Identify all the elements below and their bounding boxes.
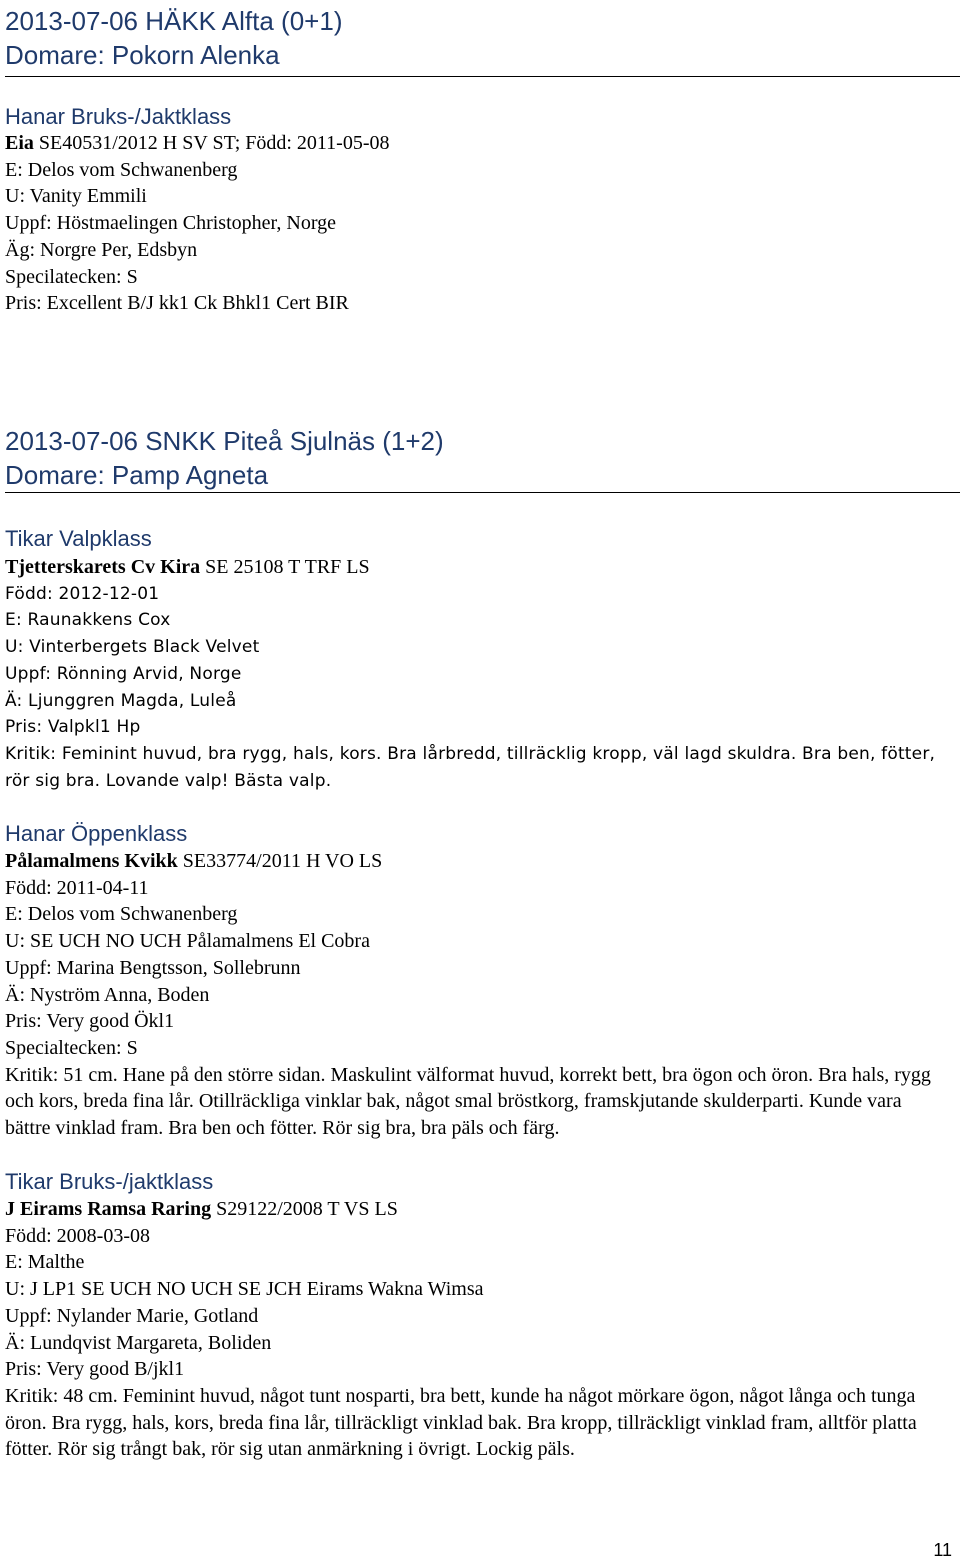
critique: Kritik: 51 cm. Hane på den större sidan. Maskulint välformat huvud, korrekt bett, bra ögon och öron. Bra hals, rygg och kors, breda fina lår. Otillräckliga vinklar bak, något smal bröstkorg, framskjutande skulderparti. Kunde vara bättre vinklad fram. Bra ben och fötter. Rör sig bra, bra päls och färg. bbox=[5, 1063, 931, 1140]
dog-entry bbox=[5, 1196, 950, 1463]
owner: Ä: Ljunggren Magda, Luleå bbox=[5, 690, 237, 711]
dog-name: J Eirams Ramsa Raring bbox=[5, 1198, 212, 1220]
judge-name: Domare: Pokorn Alenka bbox=[5, 40, 280, 70]
dog-registration: S29122/2008 T VS LS bbox=[211, 1198, 398, 1220]
born: Född: 2012-12-01 bbox=[5, 583, 160, 604]
dog-registration: SE40531/2012 H SV ST; Född: 2011-05-08 bbox=[33, 132, 390, 154]
breeder: Uppf: Marina Bengtsson, Sollebrunn bbox=[5, 956, 301, 979]
breeder: Uppf: Nylander Marie, Gotland bbox=[5, 1304, 259, 1327]
born: Född: 2008-03-08 bbox=[5, 1224, 150, 1247]
owner: Ä: Lundqvist Margareta, Boliden bbox=[5, 1331, 272, 1354]
prize: Pris: Excellent B/J kk1 Ck Bhkl1 Cert BIR bbox=[5, 292, 349, 315]
show-title: 2013-07-06 HÄKK Alfta (0+1) bbox=[5, 6, 343, 36]
class-heading: Tikar Bruks-/jaktklass bbox=[5, 1169, 214, 1194]
judge-name: Domare: Pamp Agneta bbox=[5, 460, 269, 490]
class-heading: Tikar Valpklass bbox=[5, 526, 152, 551]
breeder: Uppf: Rönning Arvid, Norge bbox=[5, 663, 242, 684]
sire: E: Malthe bbox=[5, 1251, 85, 1274]
class-heading: Hanar Bruks-/Jaktklass bbox=[5, 104, 232, 129]
critique: Kritik: Feminint huvud, bra rygg, hals, kors. Bra lårbredd, tillräcklig kropp, väl lagd skuldra. Bra ben, fötter, rör sig bra. Lovande valp! Bästa valp. bbox=[5, 743, 936, 791]
dam: U: Vinterbergets Black Velvet bbox=[5, 637, 260, 658]
show-title: 2013-07-06 SNKK Piteå Sjulnäs (1+2) bbox=[5, 426, 444, 456]
special-marks: Specialtecken: S bbox=[5, 1036, 138, 1059]
prize: Pris: Very good Ökl1 bbox=[5, 1010, 175, 1033]
dog-name: Pålamalmens Kvikk bbox=[5, 850, 178, 872]
sire: E: Delos vom Schwanenberg bbox=[5, 158, 238, 181]
divider bbox=[5, 76, 960, 77]
owner: Ä: Nyström Anna, Boden bbox=[5, 983, 210, 1006]
dog-line bbox=[5, 554, 950, 581]
born: Född: 2011-04-11 bbox=[5, 876, 149, 899]
class-heading: Hanar Öppenklass bbox=[5, 821, 188, 846]
breeder: Uppf: Höstmaelingen Christopher, Norge bbox=[5, 212, 336, 235]
page-number: 11 bbox=[933, 1540, 952, 1560]
sire: E: Raunakkens Cox bbox=[5, 610, 171, 631]
dog-name: Tjetterskarets Cv Kira bbox=[5, 556, 201, 578]
divider bbox=[5, 492, 960, 493]
special-marks: Specilatecken: S bbox=[5, 265, 138, 288]
dam: U: J LP1 SE UCH NO UCH SE JCH Eirams Wakna Wimsa bbox=[5, 1278, 484, 1301]
dog-entry bbox=[5, 848, 950, 1142]
dog-name: Eia bbox=[5, 132, 34, 154]
dog-line bbox=[5, 1196, 950, 1223]
dog-entry bbox=[5, 130, 950, 317]
dog-line bbox=[5, 848, 950, 875]
dog-registration: SE 25108 T TRF LS bbox=[200, 556, 370, 578]
dam: U: Vanity Emmili bbox=[5, 185, 147, 208]
critique: Kritik: 48 cm. Feminint huvud, något tunt nosparti, bra bett, kunde ha något mörkare ögon, något långa och tunga öron. Bra rygg, hals, kors, breda fina lår, tillräckligt vinklad bak. Bra kropp, tillräckligt vinklad fram, alltför platta fötter. Rör sig trångt bak, rör sig utan anmärkning i övrigt. Lockig päls. bbox=[5, 1384, 917, 1461]
dog-entry bbox=[5, 554, 950, 794]
dog-line bbox=[5, 130, 950, 157]
dam: U: SE UCH NO UCH Pålamalmens El Cobra bbox=[5, 930, 370, 953]
dog-registration: SE33774/2011 H VO LS bbox=[177, 850, 383, 872]
prize: Pris: Very good B/jkl1 bbox=[5, 1358, 185, 1381]
sire: E: Delos vom Schwanenberg bbox=[5, 903, 238, 926]
prize: Pris: Valpkl1 Hp bbox=[5, 717, 141, 738]
owner: Äg: Norgre Per, Edsbyn bbox=[5, 238, 198, 261]
